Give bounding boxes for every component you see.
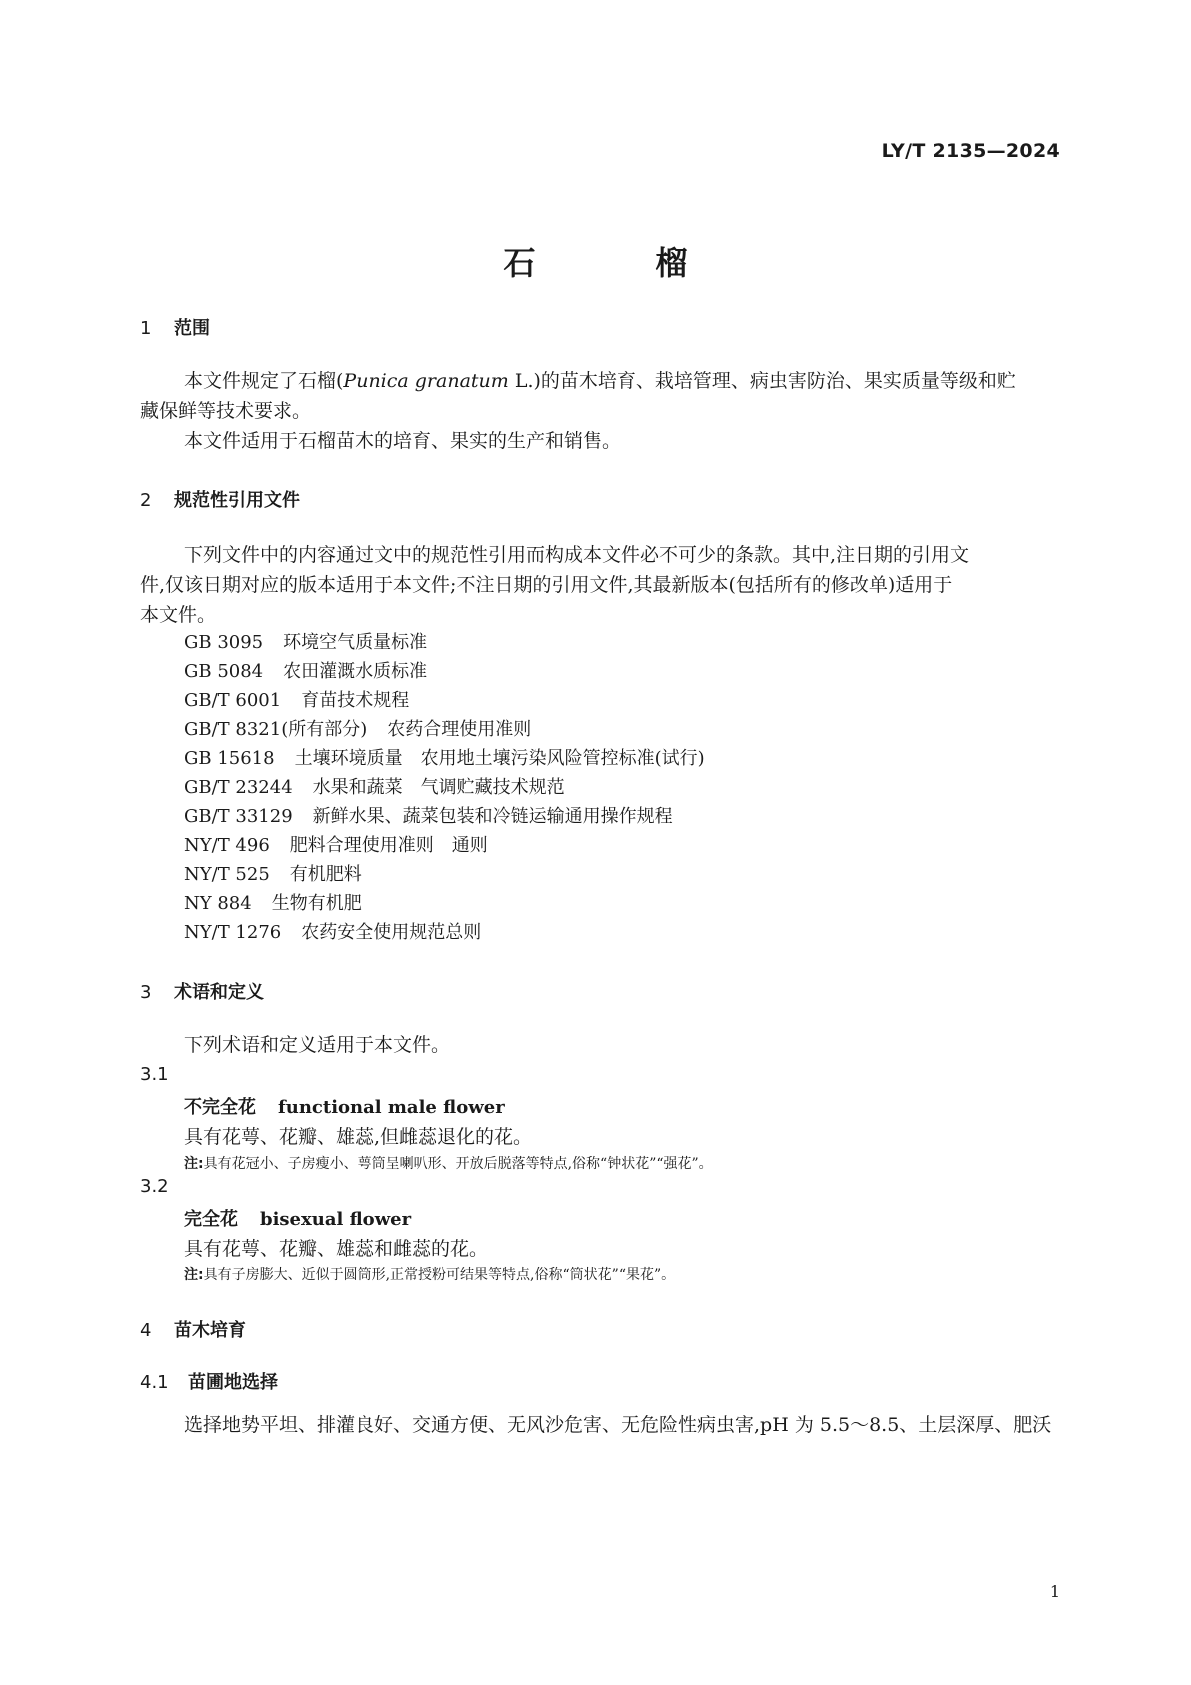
ref-code: NY/T 1276 [184,922,282,943]
section-number: 2 [140,490,152,511]
ref-code: GB 15618 [184,748,275,769]
ref-code: GB/T 23244 [184,777,293,798]
subsection-title: 苗圃地选择 [188,1372,278,1393]
term-zh: 完全花 [184,1209,238,1230]
reference-item [184,657,427,687]
ref-code: GB/T 33129 [184,806,293,827]
scope-paragraph-line-1 [140,366,1104,396]
reference-item [184,889,362,919]
ref-code: NY/T 525 [184,864,270,885]
term-heading [184,1093,505,1119]
normative-intro-line-3: 本文件。 [140,604,217,626]
section-title: 范围 [174,318,210,339]
reference-item [184,715,531,745]
subsection-number: 4.1 [140,1372,169,1393]
note-label: 注: [184,1267,204,1283]
term-note [184,1264,675,1284]
title-char-2: 榴 [655,244,688,282]
terms-intro: 下列术语和定义适用于本文件。 [184,1034,451,1056]
title-char-1: 石 [503,244,536,282]
ref-title: 肥料合理使用准则 通则 [289,835,488,856]
ref-title: 农田灌溉水质标准 [283,661,428,682]
ref-title: 育苗技术规程 [301,690,410,711]
term-definition: 具有花萼、花瓣、雄蕊和雌蕊的花。 [184,1238,489,1260]
section-title: 规范性引用文件 [174,490,300,511]
term-number: 3.1 [140,1064,169,1085]
normative-intro-line-1: 下列文件中的内容通过文中的规范性引用而构成本文件必不可少的条款。其中,注日期的引用文 [184,544,970,566]
term-note [184,1153,713,1173]
scope-applicability: 本文件适用于石榴苗木的培育、果实的生产和销售。 [184,430,622,452]
reference-item [184,628,427,658]
document-title [0,238,1191,284]
ref-code: GB 3095 [184,632,264,653]
section-title: 术语和定义 [174,982,264,1003]
ref-title: 新鲜水果、蔬菜包装和冷链运输通用操作规程 [312,806,673,827]
section-title: 苗木培育 [174,1320,246,1341]
section-1-heading [140,314,210,340]
standard-number: LY/T 2135—2024 [881,140,1060,162]
ref-title: 农药合理使用准则 [387,719,532,740]
scope-paragraph-line-2: 藏保鲜等技术要求。 [140,400,312,422]
term-en: bisexual flower [260,1209,412,1230]
reference-item [184,918,481,948]
text: 本文件规定了石榴( [184,370,344,392]
section-number: 1 [140,318,152,339]
reference-item [184,773,565,803]
section-4-heading [140,1316,246,1342]
ref-title: 土壤环境质量 农用地土壤污染风险管控标准(试行) [294,748,705,769]
term-definition: 具有花萼、花瓣、雄蕊,但雌蕊退化的花。 [184,1126,533,1148]
note-text: 具有子房膨大、近似于圆筒形,正常授粉可结果等特点,俗称“筒状花”“果花”。 [203,1267,676,1283]
ref-code: GB/T 6001 [184,690,282,711]
note-label: 注: [184,1156,204,1172]
nursery-selection-line-1: 选择地势平坦、排灌良好、交通方便、无风沙危害、无危险性病虫害,pH 为 5.5～8.5、土层深厚、肥沃 [184,1414,1052,1436]
reference-item [184,744,705,774]
reference-item [184,686,409,716]
ref-code: GB 5084 [184,661,264,682]
ref-title: 环境空气质量标准 [283,632,428,653]
note-text: 具有花冠小、子房瘦小、萼筒呈喇叭形、开放后脱落等特点,俗称“钟状花”“强花”。 [203,1156,713,1172]
section-3-heading [140,978,264,1004]
ref-title: 农药安全使用规范总则 [301,922,482,943]
term-number: 3.2 [140,1176,169,1197]
reference-item [184,860,362,890]
subsection-4-1-heading [140,1368,278,1394]
ref-code: NY/T 496 [184,835,270,856]
ref-title: 水果和蔬菜 气调贮藏技术规范 [312,777,565,798]
ref-code: NY 884 [184,893,252,914]
section-2-heading [140,486,300,512]
section-number: 3 [140,982,152,1003]
ref-title: 有机肥料 [289,864,362,885]
latin-name: Punica granatum [343,370,509,392]
page-number: 1 [1049,1582,1060,1601]
term-zh: 不完全花 [184,1097,256,1118]
normative-intro-line-2: 件,仅该日期对应的版本适用于本文件;不注日期的引用文件,其最新版本(包括所有的修改单)适用于 [140,574,953,596]
reference-item [184,802,673,832]
term-heading [184,1205,411,1231]
ref-title: 生物有机肥 [271,893,362,914]
text: L.)的苗木培育、栽培管理、病虫害防治、果实质量等级和贮 [508,370,1016,392]
reference-item [184,831,488,861]
section-number: 4 [140,1320,152,1341]
ref-code: GB/T 8321(所有部分) [184,719,368,740]
term-en: functional male flower [278,1097,505,1118]
